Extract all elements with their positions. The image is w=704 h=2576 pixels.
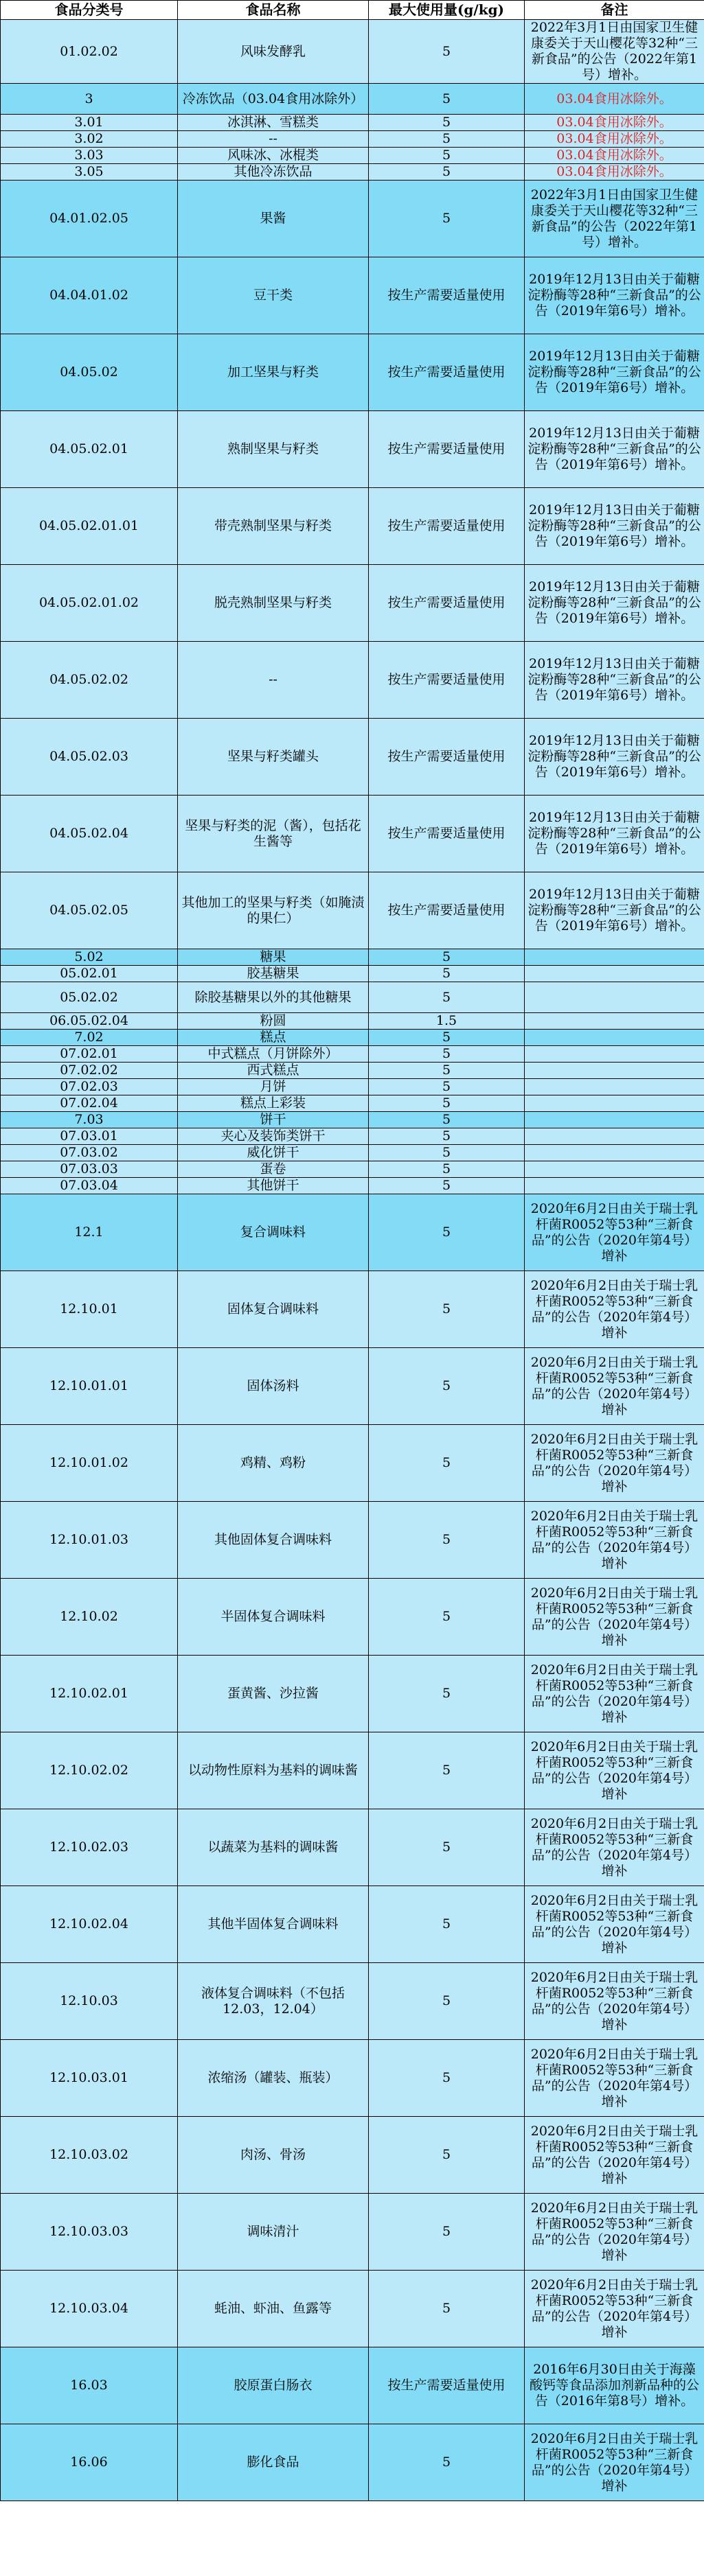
code-cell[interactable]: 07.03.02 (1, 1145, 178, 1161)
note-cell[interactable] (525, 1013, 704, 1030)
amount-cell[interactable]: 按生产需要适量使用 (369, 334, 525, 411)
name-cell[interactable]: 膨化食品 (178, 2424, 369, 2501)
code-cell[interactable]: 07.02.01 (1, 1046, 178, 1063)
name-cell[interactable]: 夹心及装饰类饼干 (178, 1128, 369, 1145)
amount-cell[interactable]: 按生产需要适量使用 (369, 872, 525, 949)
table-row (1, 1013, 704, 1030)
amount-cell[interactable]: 按生产需要适量使用 (369, 488, 525, 565)
amount-cell[interactable]: 5 (369, 1095, 525, 1112)
name-cell[interactable]: 固体复合调味料 (178, 1271, 369, 1348)
amount-cell[interactable]: 5 (369, 1425, 525, 1502)
note-cell[interactable]: 2020年6月2日由关于瑞士乳杆菌R0052等53种“三新食品”的公告（2020年第4号）增补 (525, 1732, 704, 1809)
table-row (1, 1809, 704, 1886)
code-cell[interactable]: 07.02.04 (1, 1095, 178, 1112)
table-row (1, 1063, 704, 1079)
amount-cell[interactable]: 5 (369, 164, 525, 181)
name-cell[interactable]: 液体复合调味料（不包括12.03，12.04） (178, 1963, 369, 2040)
amount-cell[interactable]: 按生产需要适量使用 (369, 411, 525, 488)
table-row (1, 411, 704, 488)
note-cell[interactable]: 2019年12月13日由关于葡糖淀粉酶等28种“三新食品”的公告（2019年第6号）增补。 (525, 488, 704, 565)
note-cell[interactable] (525, 1128, 704, 1145)
amount-cell[interactable]: 5 (369, 115, 525, 131)
name-cell[interactable]: 冷冻饮品（03.04食用冰除外） (178, 84, 369, 115)
amount-cell[interactable]: 5 (369, 1046, 525, 1063)
amount-cell[interactable]: 5 (369, 1809, 525, 1886)
code-cell[interactable]: 04.04.01.02 (1, 257, 178, 334)
code-cell[interactable]: 7.02 (1, 1030, 178, 1046)
code-cell[interactable]: 04.05.02.02 (1, 642, 178, 719)
note-cell[interactable]: 03.04食用冰除外。 (525, 164, 704, 181)
amount-cell[interactable]: 5 (369, 982, 525, 1013)
code-cell[interactable]: 04.05.02.01 (1, 411, 178, 488)
name-cell[interactable]: 西式糕点 (178, 1063, 369, 1079)
note-cell[interactable] (525, 1178, 704, 1194)
table-row (1, 20, 704, 84)
code-cell[interactable]: 12.10.02.02 (1, 1732, 178, 1809)
code-cell[interactable]: 3.01 (1, 115, 178, 131)
amount-cell[interactable]: 按生产需要适量使用 (369, 565, 525, 642)
table-row (1, 1963, 704, 2040)
amount-cell[interactable]: 5 (369, 2194, 525, 2271)
amount-cell[interactable]: 按生产需要适量使用 (369, 719, 525, 796)
name-cell[interactable]: 威化饼干 (178, 1145, 369, 1161)
note-cell[interactable]: 2022年3月1日由国家卫生健康委关于天山樱花等32种“三新食品”的公告（2022年第1号）增补。 (525, 181, 704, 257)
name-cell[interactable]: 糕点上彩装 (178, 1095, 369, 1112)
code-cell[interactable]: 12.10.03.04 (1, 2271, 178, 2347)
code-cell[interactable]: 04.05.02.01.02 (1, 565, 178, 642)
note-cell[interactable]: 2020年6月2日由关于瑞士乳杆菌R0052等53种“三新食品”的公告（2020年第4号）增补 (525, 1271, 704, 1348)
table-row (1, 1161, 704, 1178)
amount-cell[interactable]: 5 (369, 966, 525, 982)
note-cell[interactable] (525, 982, 704, 1013)
code-cell[interactable]: 12.10.01.01 (1, 1348, 178, 1425)
code-cell[interactable]: 04.01.02.05 (1, 181, 178, 257)
amount-cell[interactable]: 按生产需要适量使用 (369, 257, 525, 334)
amount-cell[interactable]: 按生产需要适量使用 (369, 642, 525, 719)
name-cell[interactable]: 糕点 (178, 1030, 369, 1046)
note-cell[interactable] (525, 1095, 704, 1112)
code-cell[interactable]: 05.02.02 (1, 982, 178, 1013)
code-cell[interactable]: 07.03.03 (1, 1161, 178, 1178)
table-row (1, 1178, 704, 1194)
name-cell[interactable]: 除胶基糖果以外的其他糖果 (178, 982, 369, 1013)
amount-cell[interactable]: 5 (369, 2424, 525, 2501)
note-cell[interactable] (525, 966, 704, 982)
table-row (1, 1348, 704, 1425)
table-row (1, 1579, 704, 1656)
header-row (1, 1, 704, 20)
note-cell[interactable]: 2020年6月2日由关于瑞士乳杆菌R0052等53种“三新食品”的公告（2020年第4号）增补 (525, 2117, 704, 2194)
table-row (1, 796, 704, 872)
amount-cell[interactable]: 5 (369, 1063, 525, 1079)
note-cell[interactable]: 2019年12月13日由关于葡糖淀粉酶等28种“三新食品”的公告（2019年第6号）增补。 (525, 411, 704, 488)
table-row (1, 1112, 704, 1128)
code-cell[interactable]: 12.10.03 (1, 1963, 178, 2040)
name-cell[interactable]: 糖果 (178, 949, 369, 966)
table-row (1, 1145, 704, 1161)
amount-cell[interactable]: 5 (369, 84, 525, 115)
name-cell[interactable]: 其他饼干 (178, 1178, 369, 1194)
amount-cell[interactable]: 5 (369, 1348, 525, 1425)
table-row (1, 642, 704, 719)
name-cell[interactable]: 中式糕点（月饼除外） (178, 1046, 369, 1063)
note-cell[interactable]: 03.04食用冰除外。 (525, 131, 704, 148)
amount-cell[interactable]: 5 (369, 181, 525, 257)
name-cell[interactable]: 坚果与籽类罐头 (178, 719, 369, 796)
note-cell[interactable]: 2019年12月13日由关于葡糖淀粉酶等28种“三新食品”的公告（2019年第6号）增补。 (525, 334, 704, 411)
table-row (1, 982, 704, 1013)
name-cell[interactable]: 以蔬菜为基料的调味酱 (178, 1809, 369, 1886)
table-row (1, 2194, 704, 2271)
table-row (1, 2424, 704, 2501)
code-cell[interactable]: 3.02 (1, 131, 178, 148)
name-cell[interactable]: 粉圆 (178, 1013, 369, 1030)
name-cell[interactable]: 坚果与籽类的泥（酱），包括花生酱等 (178, 796, 369, 872)
name-cell[interactable]: -- (178, 642, 369, 719)
amount-cell[interactable]: 按生产需要适量使用 (369, 2347, 525, 2424)
table-row (1, 334, 704, 411)
amount-cell[interactable]: 5 (369, 1963, 525, 2040)
amount-cell[interactable]: 5 (369, 1656, 525, 1732)
table-row (1, 2040, 704, 2117)
amount-cell[interactable]: 5 (369, 148, 525, 164)
note-cell[interactable]: 03.04食用冰除外。 (525, 84, 704, 115)
note-cell[interactable]: 2020年6月2日由关于瑞士乳杆菌R0052等53种“三新食品”的公告（2020年第4号）增补 (525, 1963, 704, 2040)
note-cell[interactable] (525, 949, 704, 966)
table-row (1, 1425, 704, 1502)
code-cell[interactable]: 16.06 (1, 2424, 178, 2501)
note-cell[interactable]: 2019年12月13日由关于葡糖淀粉酶等28种“三新食品”的公告（2019年第6号）增补。 (525, 642, 704, 719)
table-row (1, 1194, 704, 1271)
code-cell[interactable]: 07.02.02 (1, 1063, 178, 1079)
code-cell[interactable]: 12.10.03.02 (1, 2117, 178, 2194)
table-row (1, 2347, 704, 2424)
table-row (1, 257, 704, 334)
code-cell[interactable]: 04.05.02.05 (1, 872, 178, 949)
code-cell[interactable]: 06.05.02.04 (1, 1013, 178, 1030)
code-cell[interactable]: 04.05.02.04 (1, 796, 178, 872)
code-cell[interactable]: 5.02 (1, 949, 178, 966)
code-cell[interactable]: 07.02.03 (1, 1079, 178, 1095)
code-cell[interactable]: 12.10.01 (1, 1271, 178, 1348)
name-cell[interactable]: 风味发酵乳 (178, 20, 369, 84)
table-row (1, 565, 704, 642)
amount-cell[interactable]: 5 (369, 1502, 525, 1579)
amount-cell[interactable]: 按生产需要适量使用 (369, 796, 525, 872)
code-cell[interactable]: 12.10.03.01 (1, 2040, 178, 2117)
code-cell[interactable]: 04.05.02.03 (1, 719, 178, 796)
note-cell[interactable] (525, 1079, 704, 1095)
name-cell[interactable]: 其他半固体复合调味料 (178, 1886, 369, 1963)
header-name: 食品名称 (178, 1, 369, 20)
code-cell[interactable]: 12.1 (1, 1194, 178, 1271)
code-cell[interactable]: 12.10.02.01 (1, 1656, 178, 1732)
table-row (1, 1030, 704, 1046)
code-cell[interactable]: 3 (1, 84, 178, 115)
amount-cell[interactable]: 5 (369, 1271, 525, 1348)
note-cell[interactable]: 2019年12月13日由关于葡糖淀粉酶等28种“三新食品”的公告（2019年第6号）增补。 (525, 257, 704, 334)
table-row (1, 1656, 704, 1732)
name-cell[interactable]: 加工坚果与籽类 (178, 334, 369, 411)
name-cell[interactable]: 复合调味料 (178, 1194, 369, 1271)
amount-cell[interactable]: 5 (369, 1579, 525, 1656)
table-row (1, 115, 704, 131)
note-cell[interactable]: 2020年6月2日由关于瑞士乳杆菌R0052等53种“三新食品”的公告（2020年第4号）增补 (525, 1809, 704, 1886)
note-cell[interactable]: 2020年6月2日由关于瑞士乳杆菌R0052等53种“三新食品”的公告（2020年第4号）增补 (525, 1425, 704, 1502)
name-cell[interactable]: 果酱 (178, 181, 369, 257)
header-note: 备注 (525, 1, 704, 20)
table-row (1, 2117, 704, 2194)
note-cell[interactable]: 2020年6月2日由关于瑞士乳杆菌R0052等53种“三新食品”的公告（2020年第4号）增补 (525, 2040, 704, 2117)
amount-cell[interactable]: 1.5 (369, 1013, 525, 1030)
amount-cell[interactable]: 5 (369, 2271, 525, 2347)
code-cell[interactable]: 12.10.02 (1, 1579, 178, 1656)
code-cell[interactable]: 12.10.03.03 (1, 2194, 178, 2271)
note-cell[interactable]: 2020年6月2日由关于瑞士乳杆菌R0052等53种“三新食品”的公告（2020年第4号）增补 (525, 2424, 704, 2501)
table-row (1, 872, 704, 949)
note-cell[interactable] (525, 1112, 704, 1128)
note-cell[interactable] (525, 1063, 704, 1079)
note-cell[interactable]: 03.04食用冰除外。 (525, 115, 704, 131)
note-cell[interactable]: 2019年12月13日由关于葡糖淀粉酶等28种“三新食品”的公告（2019年第6号）增补。 (525, 719, 704, 796)
name-cell[interactable]: 其他固体复合调味料 (178, 1502, 369, 1579)
note-cell[interactable] (525, 1046, 704, 1063)
table-row (1, 1128, 704, 1145)
name-cell[interactable]: 其他冷冻饮品 (178, 164, 369, 181)
code-cell[interactable]: 12.10.02.03 (1, 1809, 178, 1886)
name-cell[interactable]: 胶原蛋白肠衣 (178, 2347, 369, 2424)
note-cell[interactable] (525, 1030, 704, 1046)
code-cell[interactable]: 07.03.04 (1, 1178, 178, 1194)
name-cell[interactable]: 蛋黄酱、沙拉酱 (178, 1656, 369, 1732)
amount-cell[interactable]: 5 (369, 1178, 525, 1194)
table-row (1, 2271, 704, 2347)
code-cell[interactable]: 7.03 (1, 1112, 178, 1128)
code-cell[interactable]: 3.03 (1, 148, 178, 164)
name-cell[interactable]: 蚝油、虾油、鱼露等 (178, 2271, 369, 2347)
table-row (1, 1886, 704, 1963)
table-row (1, 1046, 704, 1063)
table-row (1, 1079, 704, 1095)
code-cell[interactable]: 3.05 (1, 164, 178, 181)
note-cell[interactable]: 2020年6月2日由关于瑞士乳杆菌R0052等53种“三新食品”的公告（2020年第4号）增补 (525, 1579, 704, 1656)
name-cell[interactable]: 肉汤、骨汤 (178, 2117, 369, 2194)
table-row (1, 1502, 704, 1579)
note-cell[interactable]: 2020年6月2日由关于瑞士乳杆菌R0052等53种“三新食品”的公告（2020年第4号）增补 (525, 1348, 704, 1425)
code-cell[interactable]: 16.03 (1, 2347, 178, 2424)
amount-cell[interactable]: 5 (369, 1161, 525, 1178)
code-cell[interactable]: 01.02.02 (1, 20, 178, 84)
table-row (1, 719, 704, 796)
note-cell[interactable]: 2020年6月2日由关于瑞士乳杆菌R0052等53种“三新食品”的公告（2020年第4号）增补 (525, 1656, 704, 1732)
header-amount: 最大使用量(g/kg) (369, 1, 525, 20)
note-cell[interactable]: 2022年3月1日由国家卫生健康委关于天山樱花等32种“三新食品”的公告（2022年第1号）增补。 (525, 20, 704, 84)
code-cell[interactable]: 12.10.01.02 (1, 1425, 178, 1502)
note-cell[interactable]: 2016年6月30日由关于海藻酸钙等食品添加剂新品种的公告（2016年第8号）增补。 (525, 2347, 704, 2424)
table-row (1, 181, 704, 257)
name-cell[interactable]: 熟制坚果与籽类 (178, 411, 369, 488)
table-body (1, 20, 704, 2501)
name-cell[interactable]: 固体汤料 (178, 1348, 369, 1425)
table-row (1, 131, 704, 148)
name-cell[interactable]: 风味冰、冰棍类 (178, 148, 369, 164)
amount-cell[interactable]: 5 (369, 1194, 525, 1271)
amount-cell[interactable]: 5 (369, 20, 525, 84)
amount-cell[interactable]: 5 (369, 1128, 525, 1145)
code-cell[interactable]: 05.02.01 (1, 966, 178, 982)
amount-cell[interactable]: 5 (369, 1732, 525, 1809)
code-cell[interactable]: 07.03.01 (1, 1128, 178, 1145)
note-cell[interactable]: 2020年6月2日由关于瑞士乳杆菌R0052等53种“三新食品”的公告（2020年第4号）增补 (525, 2271, 704, 2347)
header-code: 食品分类号 (1, 1, 178, 20)
name-cell[interactable]: 蛋卷 (178, 1161, 369, 1178)
amount-cell[interactable]: 5 (369, 1886, 525, 1963)
name-cell[interactable]: 饼干 (178, 1112, 369, 1128)
table-row (1, 1095, 704, 1112)
name-cell[interactable]: 胶基糖果 (178, 966, 369, 982)
table-row (1, 148, 704, 164)
table-row (1, 1732, 704, 1809)
note-cell[interactable]: 2019年12月13日由关于葡糖淀粉酶等28种“三新食品”的公告（2019年第6号）增补。 (525, 565, 704, 642)
name-cell[interactable]: 月饼 (178, 1079, 369, 1095)
note-cell[interactable]: 2019年12月13日由关于葡糖淀粉酶等28种“三新食品”的公告（2019年第6号）增补。 (525, 796, 704, 872)
table-row (1, 1271, 704, 1348)
table-row (1, 488, 704, 565)
name-cell[interactable]: 冰淇淋、雪糕类 (178, 115, 369, 131)
code-cell[interactable]: 12.10.01.03 (1, 1502, 178, 1579)
amount-cell[interactable]: 5 (369, 1079, 525, 1095)
name-cell[interactable]: -- (178, 131, 369, 148)
note-cell[interactable]: 2020年6月2日由关于瑞士乳杆菌R0052等53种“三新食品”的公告（2020年第4号）增补 (525, 1886, 704, 1963)
amount-cell[interactable]: 5 (369, 1030, 525, 1046)
note-cell[interactable]: 2020年6月2日由关于瑞士乳杆菌R0052等53种“三新食品”的公告（2020年第4号）增补 (525, 1194, 704, 1271)
name-cell[interactable]: 浓缩汤（罐装、瓶装） (178, 2040, 369, 2117)
name-cell[interactable]: 其他加工的坚果与籽类（如腌渍的果仁） (178, 872, 369, 949)
code-cell[interactable]: 12.10.02.04 (1, 1886, 178, 1963)
table-row (1, 84, 704, 115)
note-cell[interactable]: 2019年12月13日由关于葡糖淀粉酶等28种“三新食品”的公告（2019年第6号）增补。 (525, 872, 704, 949)
table-row (1, 164, 704, 181)
note-cell[interactable]: 03.04食用冰除外。 (525, 148, 704, 164)
name-cell[interactable]: 以动物性原料为基料的调味酱 (178, 1732, 369, 1809)
table-row (1, 949, 704, 966)
amount-cell[interactable]: 5 (369, 2040, 525, 2117)
name-cell[interactable]: 脱壳熟制坚果与籽类 (178, 565, 369, 642)
note-cell[interactable] (525, 1145, 704, 1161)
note-cell[interactable]: 2020年6月2日由关于瑞士乳杆菌R0052等53种“三新食品”的公告（2020年第4号）增补 (525, 2194, 704, 2271)
name-cell[interactable]: 半固体复合调味料 (178, 1579, 369, 1656)
name-cell[interactable]: 鸡精、鸡粉 (178, 1425, 369, 1502)
name-cell[interactable]: 调味清汁 (178, 2194, 369, 2271)
amount-cell[interactable]: 5 (369, 949, 525, 966)
amount-cell[interactable]: 5 (369, 1112, 525, 1128)
table-row (1, 966, 704, 982)
code-cell[interactable]: 04.05.02 (1, 334, 178, 411)
note-cell[interactable]: 2020年6月2日由关于瑞士乳杆菌R0052等53种“三新食品”的公告（2020年第4号）增补 (525, 1502, 704, 1579)
amount-cell[interactable]: 5 (369, 2117, 525, 2194)
amount-cell[interactable]: 5 (369, 131, 525, 148)
name-cell[interactable]: 豆干类 (178, 257, 369, 334)
amount-cell[interactable]: 5 (369, 1145, 525, 1161)
code-cell[interactable]: 04.05.02.01.01 (1, 488, 178, 565)
name-cell[interactable]: 带壳熟制坚果与籽类 (178, 488, 369, 565)
note-cell[interactable] (525, 1161, 704, 1178)
